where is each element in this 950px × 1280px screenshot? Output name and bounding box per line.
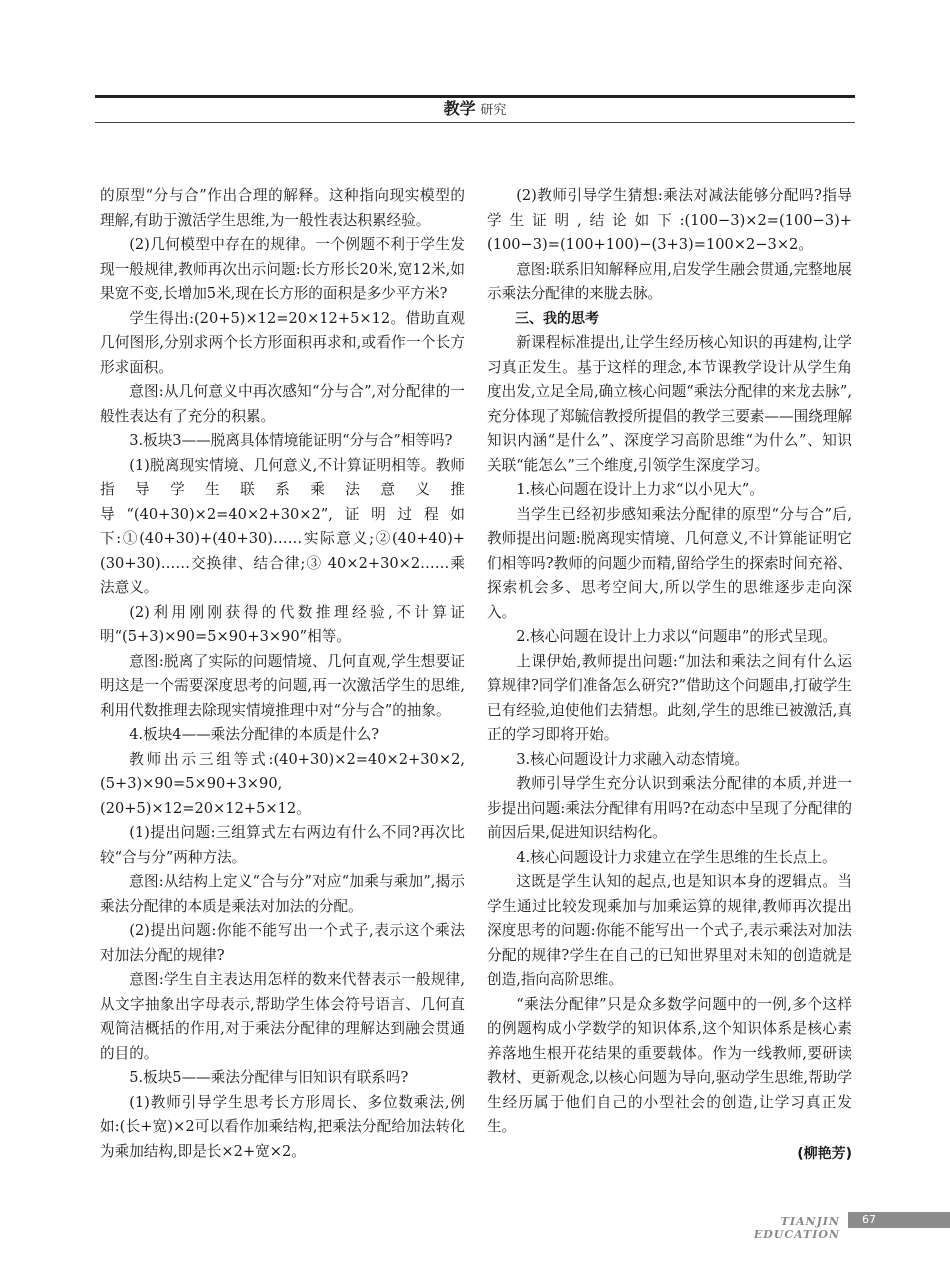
paragraph: 1.核心问题在设计上力求“以小见大”。 <box>516 481 764 498</box>
paragraph: 教师出示三组等式:(40+30)×2=40×2+30×2,(5+3)×90=5×90+3×90,(20+5)×12=20×12+5×12。 <box>100 750 465 817</box>
paragraph: 意图:学生自主表达用怎样的数来代替表示一般规律,从文字抽象出字母表示,帮助学生体会符号语言、几何直观简洁概括的作用,对于乘法分配律的理解达到融会贯通的目的。 <box>100 971 465 1062</box>
paragraph: (2)利用刚刚获得的代数推理经验,不计算证明“(5+3)×90=5×90+3×90”相等。 <box>100 603 465 645</box>
paragraph: 教师引导学生充分认识到乘法分配律的本质,并进一步提出问题:乘法分配律有用吗?在动态中呈现了分配律的前因后果,促进知识结构化。 <box>487 775 852 841</box>
page-header <box>95 95 855 123</box>
section-heading: 三、我的思考 <box>515 310 599 327</box>
paragraph: (1)脱离现实情境、几何意义,不计算证明相等。教师指导学生联系乘法意义推导“(40+30)×2=40×2+30×2”,证明过程如下:①(40+30)+(40+30)……实际意义;②(40+40)+(30+30)……交换律、结合律;③ 40×2+30×2……乘法意义。 <box>100 456 465 596</box>
right-text-column <box>487 184 852 1166</box>
paragraph: 学生得出:(20+5)×12=20×12+5×12。借助直观几何图形,分别求两个长方形面积再求和,或看作一个长方形求面积。 <box>100 309 465 376</box>
paragraph: 这既是学生认知的起点,也是知识本身的逻辑点。当学生通过比较发现乘加与加乘运算的规律,教师再次提出深度思考的问题:你能不能写出一个式子,表示乘法对加法分配的规律?学生在自己的已知世界里对未知的创造就是创造,指向高阶思维。 <box>487 873 852 988</box>
paragraph: (1)教师引导学生思考长方形周长、多位数乘法,例如:(长+宽)×2可以看作加乘结构,把乘法分配给加法转化为乘加结构,即是长×2+宽×2。 <box>100 1093 465 1160</box>
paragraph: 的原型“分与合”作出合理的解释。这种指向现实模型的理解,有助于激活学生思维,为一般性表达积累经验。 <box>100 187 465 229</box>
paragraph: “乘法分配律”只是众多数学问题中的一例,多个这样的例题构成小学数学的知识体系,这个知识体系是核心素养落地生根开花结果的重要载体。作为一线教师,要研读教材、更新观念,以核心问题为导向,驱动学生思维,帮助学生经历属于他们自己的小型社会的创造,让学习真正发生。 <box>487 995 852 1135</box>
paragraph: 4.核心问题设计力求建立在学生思维的生长点上。 <box>516 848 837 866</box>
paragraph: 意图:从几何意义中再次感知“分与合”,对分配律的一般性表达有了充分的积累。 <box>100 383 465 425</box>
journal-name: TIANJIN EDUCATION <box>753 1215 840 1241</box>
paragraph: 意图:联系旧知解释应用,启发学生融会贯通,完整地展示乘法分配律的来胧去脉。 <box>487 260 852 302</box>
paragraph: 当学生已经初步感知乘法分配律的原型“分与合”后,教师提出问题:脱离现实情境、几何意义,不计算能证明它们相等吗?教师的问题少而精,留给学生的探索时间充裕、探索机会多、思考空间大,所以学生的思维逐步走向深入。 <box>487 505 852 621</box>
left-text-column <box>100 184 465 1164</box>
paragraph: 2.核心问题在设计上力求以“问题串”的形式呈现。 <box>516 628 837 645</box>
paragraph: (2)教师引导学生猜想:乘法对减法能够分配吗?指导学生证明,结论如下:(100−3)×2=(100−3)+(100−3)=(100+100)−(3+3)=100×2−3×2。 <box>487 187 852 253</box>
section-title <box>95 99 855 121</box>
author-name: (柳艳芳) <box>797 1145 852 1162</box>
paragraph: 新课程标准提出,让学生经历核心知识的再建构,让学习真正发生。基于这样的理念,本节课教学设计从学生角度出发,立足全局,确立核心问题“乘法分配律的来龙去脉”,充分体现了郑毓信教授所提倡的教学三要素——围绕理解知识内涵“是什么”、深度学习高阶思维“为什么”、知识关联“能怎么”三个维度,引领学生深度学习。 <box>487 334 852 474</box>
page-number: 67 <box>862 1213 876 1226</box>
paragraph: (2)提出问题:你能不能写出一个式子,表示这个乘法对加法分配的规律? <box>100 922 465 964</box>
paragraph: 意图:脱离了实际的问题情境、几何直观,学生想要证明这是一个需要深度思考的问题,再一次激活学生的思维,利用代数推理去除现实情境推理中对“分与合”的抽象。 <box>100 652 465 719</box>
section-title-light: 研究 <box>480 103 507 118</box>
paragraph: 3.核心问题设计力求融入动态情境。 <box>516 750 750 768</box>
paragraph: (1)提出问题:三组算式左右两边有什么不同?再次比较“合与分”两种方法。 <box>100 824 465 866</box>
paragraph: 5.板块5——乘法分配律与旧知识有联系吗? <box>129 1069 409 1086</box>
paragraph: (2)几何模型中存在的规律。一个例题不利于学生发现一般规律,教师再次出示问题:长方形长20米,宽12米,如果宽不变,长增加5米,现在长方形的面积是多少平方米? <box>100 236 465 302</box>
paragraph: 意图:从结构上定义“合与分”对应“加乘与乘加”,揭示乘法分配律的本质是乘法对加法的分配。 <box>100 873 465 915</box>
paragraph: 4.板块4——乘法分配律的本质是什么? <box>129 726 380 743</box>
section-title-bold: 教学 <box>443 99 476 118</box>
paragraph: 上课伊始,教师提出问题:“加法和乘法之间有什么运算规律?同学们准备怎么研究?”借助这个问题串,打破学生已有经验,迫使他们去猜想。此刻,学生的思维已被激活,真正的学习即将开始。 <box>487 652 852 743</box>
paragraph: 3.板块3——脱离具体情境能证明“分与合”相等吗? <box>129 432 453 449</box>
